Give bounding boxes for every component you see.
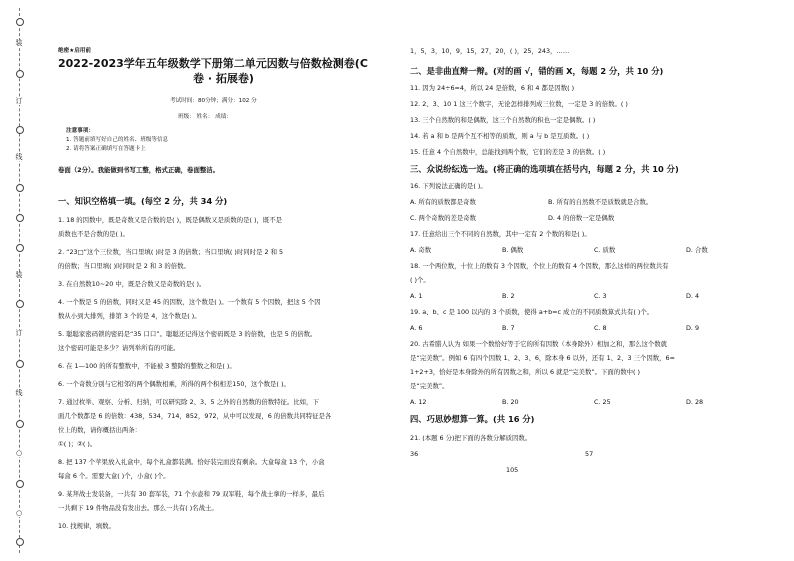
question-text: 质数也不是合数的是( )。 — [58, 230, 129, 238]
option: B. 7 — [502, 324, 515, 332]
question-text: 10. 找规律，填数。 — [58, 522, 115, 530]
option: A. 1 — [410, 292, 423, 300]
hole-circle — [16, 538, 24, 546]
option: B. 偶数 — [502, 246, 524, 254]
question-text: 16. 下列说法正确的是( )。 — [410, 182, 487, 190]
question-text: 21. (本题 6 分)把下面的各数分解质因数。 — [410, 434, 532, 442]
hole-circle — [16, 126, 24, 134]
number-to-factor: 57 — [585, 450, 594, 458]
option: A. 12 — [410, 398, 427, 406]
hole-circle — [16, 214, 24, 222]
option: A. 奇数 — [410, 246, 432, 254]
option: A. 6 — [410, 324, 423, 332]
option: C. 质数 — [594, 246, 616, 254]
question-text: 3. 在自然数10~20 中，既是合数又是奇数的是( )。 — [58, 280, 206, 288]
section2-heading: 二、是非曲直辩一辩。(对的画 √，错的画 X，每题 2 分，共 10 分) — [410, 66, 664, 76]
hole-circle — [16, 244, 24, 252]
student-fields: 班级： 姓名： 成绩： — [178, 114, 232, 120]
page-title-line2: 卷 · 拓展卷) — [193, 72, 254, 85]
question-text: 6. 一个奇数分别与它相邻的两个偶数相乘，所得的两个积相差150，这个数是( )。 — [58, 380, 290, 388]
option: C. 8 — [594, 324, 607, 332]
question-text: 18. 一个两位数，十位上的数有 3 个因数，个位上的数有 4 个因数，那么这样的两位数共有 — [410, 262, 669, 270]
secret-label: 绝密★启用前 — [58, 48, 91, 54]
binding-margin — [0, 0, 38, 561]
binding-mark: 订 — [15, 329, 23, 337]
handwriting-note: 卷面（2分）。我能做到书写工整，格式正确，卷面整洁。 — [58, 166, 220, 174]
question-text: 2. “23□”这个三位数，当口里填( )时是 3 的倍数；当口里填( )时同时是 2 和 5 — [58, 248, 284, 256]
question-text: 19. a、b、c 是 100 以内的 3 个质数，使得 a+b=c 成立的不同质数算式共有( )个。 — [410, 308, 654, 316]
option: D. 4 的倍数一定是偶数 — [548, 214, 615, 222]
option: D. 28 — [686, 398, 704, 406]
question-text: 5. 聪聪家密码锁的密码是“35 口口”。聪聪还记得这个密码既是 3 的倍数，也是 5 的倍数。 — [58, 330, 317, 338]
question-text: 位上的数，请你概括出两条： — [58, 426, 142, 434]
option: B. 20 — [502, 398, 519, 406]
question-text: 1. 18 的因数中，既是奇数又是合数的是( )，既是偶数又是质数的是( )，既不是 — [58, 216, 283, 224]
binding-mark: 装 — [15, 271, 23, 279]
option: C. 两个奇数的差是奇数 — [410, 214, 477, 222]
number-to-factor: 105 — [506, 466, 519, 474]
question-text: 面几个数都是 6 的倍数：438，534，714，852，972，从中可以发现，6 的倍数共同特征是各 — [58, 412, 332, 420]
question-text: 8. 把 137 个苹果放入礼盒中，每个礼盒都装满。恰好装完而没有剩余。大盒每盒 13 个，小盒 — [58, 458, 325, 466]
hole-circle — [16, 300, 24, 308]
binding-mark: ○ — [15, 509, 23, 517]
answer-blanks: ①( )；②( )。 — [58, 440, 97, 448]
option: A. 所有的质数都是奇数 — [410, 198, 476, 206]
option: D. 合数 — [686, 246, 708, 254]
question-text: 每盒 6 个。需要大盒( )个，小盒( )个。 — [58, 472, 170, 480]
section4-heading: 四、巧思妙想算一算。(共 16 分) — [410, 414, 535, 424]
hole-circle — [16, 70, 24, 78]
number-to-factor: 36 — [410, 450, 419, 458]
hole-circle — [16, 480, 24, 488]
question-text: 15. 任意 4 个自然数中，总能找到两个数，它们的差是 3 的倍数。( ) — [410, 148, 606, 156]
number-sequence: 1，5，3，10，9，15，27，20，( )，25，243，…… — [410, 47, 570, 55]
note-item: 1. 答题前填写好自己的姓名、班级等信息 — [66, 137, 169, 143]
binding-mark: 订 — [15, 97, 23, 105]
notes-title: 注意事项： — [66, 128, 94, 134]
question-text: 17. 任意给出三个不同的自然数，其中一定有 2 个数的和是( )。 — [410, 230, 591, 238]
hole-circle — [16, 18, 24, 26]
question-text: 13. 三个自然数的和是偶数，这三个自然数的积也一定是偶数。( ) — [410, 116, 596, 124]
question-text: 是“完美数”。 — [410, 382, 449, 390]
option: C. 25 — [594, 398, 611, 406]
question-text: 12. 2、3、10 1 这三个数字，无论怎样排列成三位数，一定是 3 的倍数。( ) — [410, 100, 628, 108]
exam-info: 考试时间：80分钟；满分：102 分 — [170, 98, 257, 104]
hole-circle — [16, 420, 24, 428]
question-text: 这个密码可能是多少？请列举所有的可能。 — [58, 344, 180, 352]
question-text: 数从小到大排列，排第 3 个的是 4，这个数是( )。 — [58, 312, 201, 320]
option: B. 所有的自然数不是质数就是合数。 — [548, 198, 653, 206]
question-text: 7. 通过枚举、观察、分析、归纳，可以研究除 2、3、5 之外的自然数的倍数特征。比如，下 — [58, 398, 319, 406]
hole-circle — [16, 184, 24, 192]
binding-mark: 线 — [15, 389, 23, 397]
option: C. 3 — [594, 292, 607, 300]
question-text: 20. 古希腊人认为 如果一个数恰好等于它的所有因数（本身除外）相加之和，那么这个数就 — [410, 340, 668, 348]
binding-mark: 装 — [15, 39, 23, 47]
question-text: 1+2+3，恰好是本身除外的所有因数之和，所以 6 就是“完美数”。下面的数中( ) — [410, 368, 641, 376]
question-text: 4. 一个数是 5 的倍数，同时又是 45 的因数，这个数是( )。一个数有 5 个因数，把这 5 个因 — [58, 298, 321, 306]
section1-heading: 一、知识空格填一填。(每空 2 分，共 34 分) — [58, 196, 228, 206]
section3-heading: 三、众说纷纭选一选。(将正确的选项填在括号内，每题 2 分，共 10 分) — [410, 164, 679, 174]
question-text: 的倍数；当口里填( )时同时是 2 和 3 的倍数。 — [58, 262, 190, 270]
binding-mark: 线 — [15, 153, 23, 161]
question-text: 14. 若 a 和 b 是两个互不相等的质数，则 a 与 b 是互质数。( ) — [410, 132, 590, 140]
question-text: ( )个。 — [410, 276, 430, 284]
hole-circle — [16, 360, 24, 368]
binding-mark: ○ — [15, 449, 23, 457]
question-text: 是“完美数”。例如 6 有四个因数 1、2、3、6，除本身 6 以外，还有 1、2、3 三个因数，6= — [410, 354, 675, 362]
page-title: 2022-2023学年五年级数学下册第二单元因数与倍数检测卷(C — [58, 57, 368, 70]
note-item: 2. 请将答案正确填写在答题卡上 — [66, 146, 146, 152]
question-text: 11. 因为 24÷6=4，所以 24 是倍数，6 和 4 都是因数( ) — [410, 84, 575, 92]
question-text: 6. 在 1—100 的所有整数中，不能被 3 整除的整数之和是( )。 — [58, 362, 236, 370]
question-text: 9. 某拜战士发装备，一共有 30 套军装，71 个水壶和 79 双军鞋，每个战士拿的一样多，最后 — [58, 490, 325, 498]
option: D. 9 — [686, 324, 700, 332]
cut-line — [19, 8, 20, 553]
option: B. 2 — [502, 292, 515, 300]
question-text: 一共剩下 19 件物品没有发出去。那么一共有( )名战士。 — [58, 504, 218, 512]
option: D. 4 — [686, 292, 700, 300]
